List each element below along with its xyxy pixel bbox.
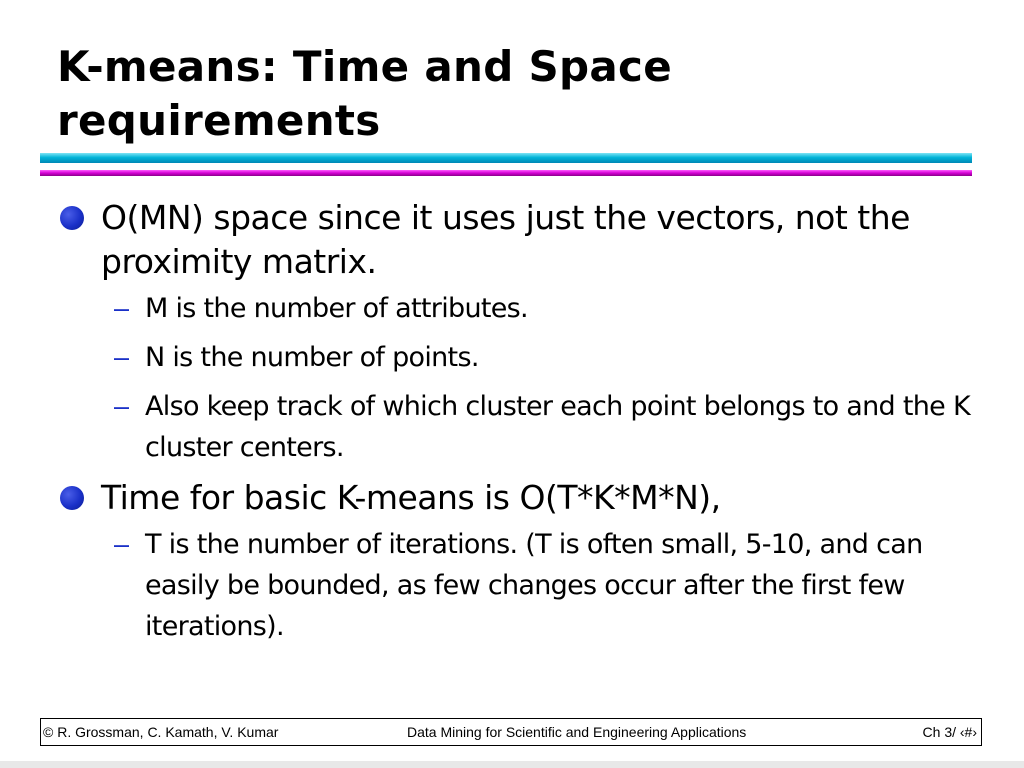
dash-bullet-icon: – — [114, 293, 129, 323]
bullet-item — [0, 196, 1024, 284]
sub-bullet-text: N is the number of points. — [145, 342, 479, 373]
title-underline-cyan — [40, 153, 972, 163]
footer-course-title: Data Mining for Scientific and Engineering Applications — [407, 724, 747, 740]
bottom-band — [0, 761, 1024, 768]
dash-bullet-icon: – — [114, 529, 129, 559]
sub-bullet-text: M is the number of attributes. — [145, 293, 528, 324]
slide-title: K-means: Time and Space requirements — [57, 42, 673, 145]
bullet-text: Time for basic K-means is O(T*K*M*N), — [101, 478, 721, 517]
circle-bullet-icon — [60, 486, 84, 510]
footer-slide-number: Ch 3/ ‹#› — [922, 724, 977, 740]
sub-bullet-item — [0, 288, 1024, 329]
sub-bullet-text: T is the number of iterations. (T is often small, 5-10, and can easily be bounded, as few changes occur after the first few iterations). — [145, 529, 923, 642]
slide-footer — [40, 718, 982, 746]
sub-bullet-item — [0, 386, 1024, 468]
sub-bullet-item — [0, 524, 1024, 647]
circle-bullet-icon — [60, 206, 84, 230]
bullet-text: O(MN) space since it uses just the vectors, not the proximity matrix. — [101, 198, 910, 281]
footer-copyright: © R. Grossman, C. Kamath, V. Kumar — [43, 724, 279, 740]
slide-content — [0, 196, 1024, 655]
dash-bullet-icon: – — [114, 342, 129, 372]
bullet-item — [0, 476, 1024, 520]
title-underline-magenta — [40, 170, 972, 176]
sub-bullet-item — [0, 337, 1024, 378]
dash-bullet-icon: – — [114, 391, 129, 421]
sub-bullet-text: Also keep track of which cluster each point belongs to and the K cluster centers. — [145, 391, 970, 463]
